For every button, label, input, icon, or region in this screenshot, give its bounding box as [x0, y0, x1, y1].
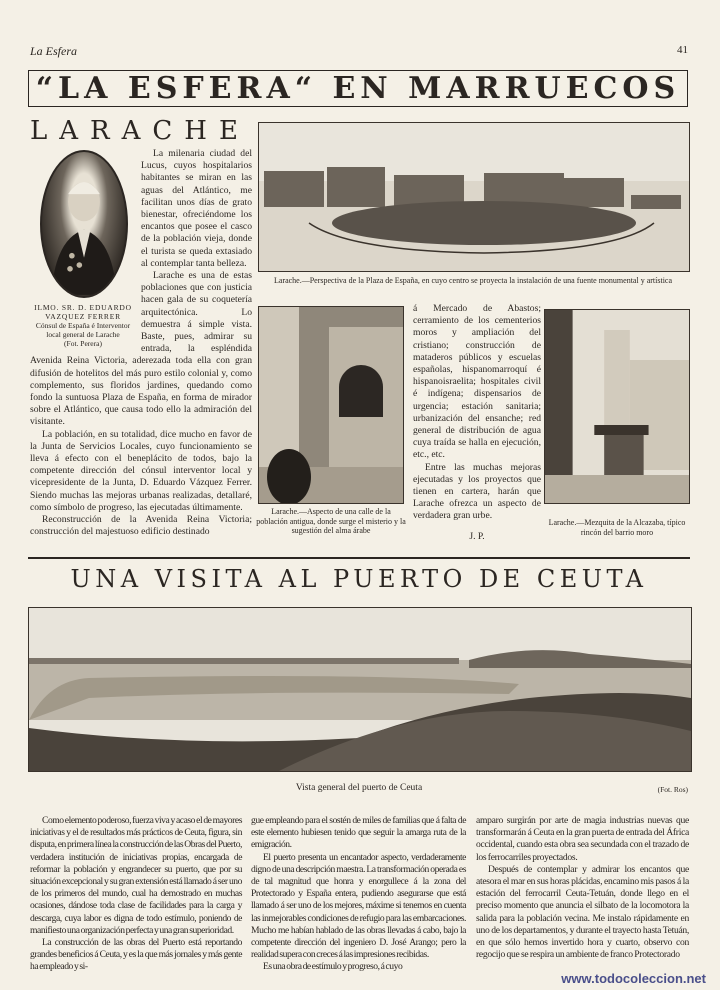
ceuta-heading: UNA VISITA AL PUERTO DE CEUTA	[70, 565, 648, 593]
portrait-name-1: ILMO. SR. D. EDUARDO	[34, 303, 132, 312]
plaza-espana-photo	[258, 122, 690, 272]
paragraph: gue empleando para el sostén de miles de familias que á falta de este elemento hubiesen tenido que seguir la amarga ruta de la emigración.	[251, 815, 466, 851]
portrait-role: Cónsul de España é Interventor local general de Larache	[35, 321, 131, 339]
watermark: www.todocoleccion.net	[561, 971, 706, 986]
plaza-caption: Larache.—Perspectiva de la Plaza de España, en cuyo centro se proyecta la instalación de una fuente monumental y artística	[273, 276, 673, 285]
paragraph: Es una obra de estímulo y progreso, á cuyo	[263, 961, 403, 973]
paragraph: amparo surgirán por arte de magia industrias nuevas que transformarán á Ceuta en la gran puerta de entrada del África occidental, cuando esta obra sea secundada con el trazado de los ferrocarriles proyectados.	[476, 815, 689, 863]
portrait-photo	[40, 150, 128, 298]
paragraph: La población, en su totalidad, dice mucho en favor de la Junta de Servicios Locales, cuyo funcionamiento se lleva á efecto con el beneplácito de todos, bajo la competente dirección del cónsul interventor local y vicepresidente de la Junta, D. Eduardo Vázquez Ferrer. Siendo muchas las mejoras urbanas realizadas, detallaré, como símbolo de progreso, las ejecutadas últimamente.	[30, 428, 252, 513]
ceuta-port-photo	[28, 607, 692, 772]
paragraph: Reconstrucción de la Avenida Reina Victoria; construcción del majestuoso edificio destinado	[30, 514, 252, 538]
paragraph: La construcción de las obras del Puerto está reportando grandes beneficios á Ceuta, y es la que más jornales y más gente ha empleado y si-	[30, 937, 242, 973]
signature: J. P.	[469, 530, 485, 542]
ceuta-column-3	[476, 815, 689, 961]
calle-caption: Larache.—Aspecto de una calle de la población antigua, donde surge el misterio y la sugestión del alma árabe	[256, 507, 406, 535]
larache-heading: LARACHE	[30, 116, 250, 146]
portrait-credit: (Fot. Perera)	[64, 339, 102, 348]
paragraph: Entre las muchas mejoras ejecutadas y los proyectos que tienen en cartera, harán que Larache ofrezca un aspecto de verdadera gran urbe.	[413, 461, 541, 522]
paragraph: La milenaria ciudad del Lucus, cuyos hospitalarios habitantes se miran en las aguas del Atlántico, me facilitan unos días de grato bienestar, ofreciéndome los encantos que posee el casco de la población vieja, donde el turista se queda extasiado al contemplar tanta belleza.	[141, 148, 252, 269]
section-divider	[28, 557, 690, 559]
magazine-name: La Esfera	[30, 44, 78, 58]
ceuta-column-2	[251, 815, 466, 974]
paragraph: Larache es una de estas poblaciones que con justicia hacen gala de su coquetería arquitectónica. Lo demuestra á simple vista. Baste, pues, admirar su entrada, la espléndida Avenida Reina Victoria, aderezada toda ella con gran difusión de hotelitos del más puro estilo colonial y, como complemento, sus floridos jardines, quedando como fondo la suntuosa Plaza de España, en forma de mirador sobre el Atlántico, que causa todo ello la admiración del visitante.	[30, 270, 252, 428]
ceuta-photo-caption: Vista general del puerto de Ceuta	[295, 783, 423, 793]
paragraph: El puerto presenta un encantador aspecto, verdaderamente digno de una descripción maestra. La transformación operada es de tal magnitud que honra y enorgullece á la zona del Protectorado y España entera, pudiendo asegurarse que está llamado á ser uno de los mejores, máxime si tenemos en cuenta las inmejorables condiciones de refugio para las embarcaciones. Mucho me habían hablado de las obras llevadas á cabo, bajo la competente dirección del ingeniero D. José Arango; pero la realidad supera con creces á las impresiones recibidas.	[251, 851, 466, 961]
paragraph: Después de contemplar y admirar los encantos que atesora el mar en sus horas plácidas, encamino mis pasos á la estación del ferrocarril Ceuta-Tetuán, donde llego en el preciso momento que anuncia el silbato de la locomotora la salida para la población vecina. Me instalo rápidamente en uno de los departamentos, y durante el trayecto hasta Tetuán, en que sólo hemos invertido hora y cuarto, observo con regocijo que se respira un ambiente de franco Protectorado	[476, 863, 689, 961]
banner-title: “LA ESFERA“ EN MARRUECOS	[35, 71, 681, 106]
page-number: 41	[677, 44, 688, 56]
banner-title-box	[28, 70, 688, 107]
ceuta-column-1	[30, 815, 242, 974]
larache-article-left	[30, 148, 252, 539]
paragraph: á Mercado de Abastos; cerramiento de los cementerios moros y ampliación del cristiano; construcción de mataderos públicos y escuelas españolas, hispanomarroquí é hispanoisraelita; hospitales civil é indígena; dispensarios de urgencia; estación sanitaria; urbanización del ensanche; red general de distribución de agua cuya traída se halla en ejecución, etc., etc.	[413, 303, 541, 461]
portrait-name-2: VAZQUEZ FERRER	[45, 312, 121, 321]
portrait-caption	[30, 303, 136, 348]
larache-article-middle	[413, 303, 541, 543]
portrait-block	[30, 148, 136, 354]
mezquita-photo	[544, 309, 690, 504]
calle-photo	[258, 306, 404, 504]
mezquita-caption: Larache.—Mezquita de la Alcazaba, típico rincón del barrio moro	[548, 518, 686, 537]
paragraph: Como elemento poderoso, fuerza viva y acaso el de mayores iniciativas y el de resultados más prácticos de Ceuta, figura, sin disputa, en primera línea la construcción de las Obras del Puerto, verdadera institución de iniciativas propias, encargada de reformar la población y engrandecer su puerto, que por su situación excepcional y su gran extensión está llamado á ser uno de los primeros del mundo, cual ha demostrado en muchas ocasiones, dándose toda clase de facilidades para la carga y descarga, cuya labor es digna de todo estímulo, poniendo de manifiesto una organización perfecta y una gran superioridad.	[30, 815, 242, 936]
ceuta-photo-credit: (Fot. Ros)	[657, 785, 688, 794]
